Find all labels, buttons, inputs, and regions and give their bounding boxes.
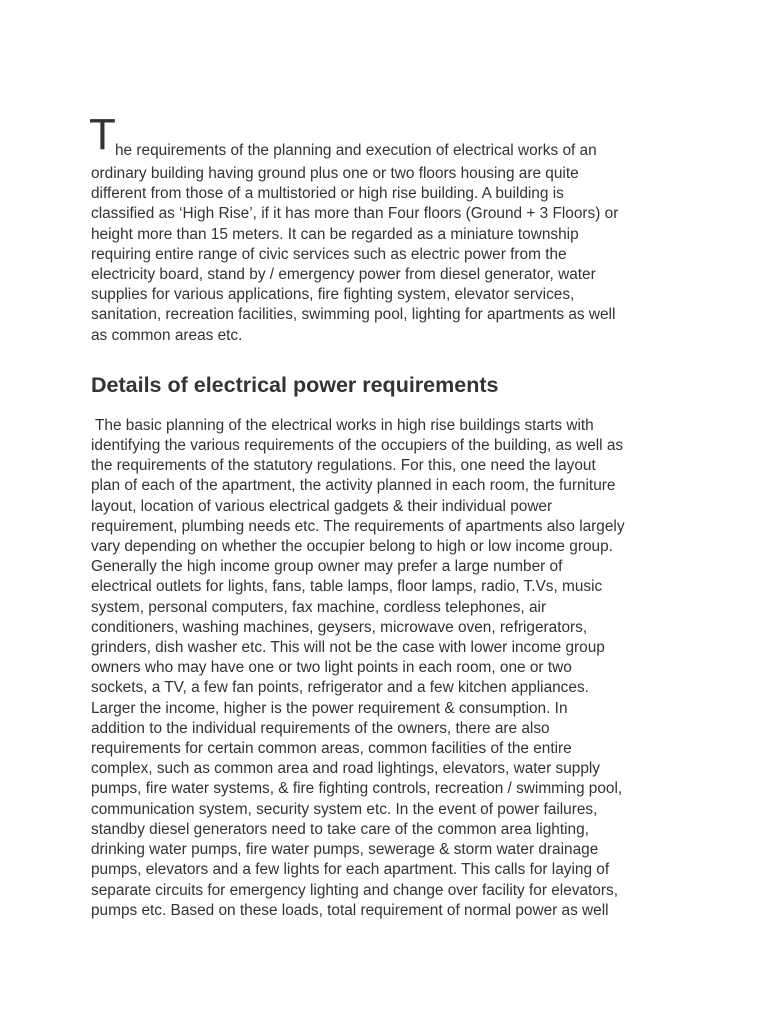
intro-line: as common areas etc. (91, 326, 243, 344)
intro-line: sanitation, recreation facilities, swimming pool, lighting for apartments as well (91, 306, 616, 324)
body-line: Generally the high income group owner may prefer a large number of (91, 558, 563, 576)
body-line: identifying the various requirements of the occupiers of the building, as well as (91, 437, 624, 455)
body-line: Larger the income, higher is the power requirement & consumption. In (91, 699, 568, 717)
body-line: addition to the individual requirements of the owners, there are also (91, 719, 550, 737)
body-line: conditioners, washing machines, geysers, microwave oven, refrigerators, (91, 618, 588, 636)
body-line: The basic planning of the electrical works in high rise buildings starts with (91, 416, 594, 434)
intro-line: ordinary building having ground plus one or two floors housing are quite (91, 165, 579, 182)
intro-paragraph (91, 164, 687, 346)
document-content (91, 112, 687, 921)
intro-line: classified as ‘High Rise’, if it has more than Four floors (Ground + 3 Floors) or (91, 205, 619, 223)
intro-line: electricity board, stand by / emergency power from diesel generator, water (91, 266, 596, 284)
body-line: communication system, security system etc. In the event of power failures, (91, 800, 598, 818)
body-line: complex, such as common area and road lightings, elevators, water supply (91, 760, 601, 778)
drop-cap: T (89, 110, 116, 159)
body-line: grinders, dish washer etc. This will not be the case with lower income group (91, 639, 605, 657)
intro-line: supplies for various applications, fire fighting system, elevator services, (91, 286, 575, 304)
body-line: sockets, a TV, a few fan points, refrigerator and a few kitchen appliances. (91, 679, 589, 697)
body-line: separate circuits for emergency lighting and change over facility for elevators, (91, 881, 618, 899)
body-line: the requirements of the statutory regulations. For this, one need the layout (91, 457, 596, 475)
intro-line: height more than 15 meters. It can be regarded as a miniature township (91, 225, 579, 243)
body-line: vary depending on whether the occupier belong to high or low income group. (91, 538, 613, 556)
body-line: standby diesel generators need to take care of the common area lighting, (91, 820, 589, 838)
body-line: pumps etc. Based on these loads, total requirement of normal power as well (91, 901, 609, 919)
body-line: system, personal computers, fax machine, cordless telephones, air (91, 598, 547, 616)
body-line: requirement, plumbing needs etc. The requirements of apartments also largely (91, 517, 625, 535)
intro-first-line (91, 112, 687, 160)
body-line: drinking water pumps, fire water pumps, sewerage & storm water drainage (91, 841, 599, 859)
section-heading: Details of electrical power requirements (91, 372, 499, 397)
body-line: layout, location of various electrical gadgets & their individual power (91, 497, 553, 515)
body-line: plan of each of the apartment, the activity planned in each room, the furniture (91, 477, 616, 495)
body-line: electrical outlets for lights, fans, table lamps, floor lamps, radio, T.Vs, music (91, 578, 603, 596)
intro-first-line-text: he requirements of the planning and execution of electrical works of an (115, 142, 597, 159)
body-line: pumps, fire water systems, & fire fighting controls, recreation / swimming pool, (91, 780, 623, 798)
intro-line: requiring entire range of civic services such as electric power from the (91, 245, 567, 263)
body-line: owners who may have one or two light points in each room, one or two (91, 659, 572, 677)
body-line: pumps, elevators and a few lights for each apartment. This calls for laying of (91, 861, 610, 879)
intro-line: different from those of a multistoried or high rise building. A building is (91, 185, 564, 203)
body-line: requirements for certain common areas, common facilities of the entire (91, 740, 572, 758)
body-paragraph (91, 416, 687, 921)
